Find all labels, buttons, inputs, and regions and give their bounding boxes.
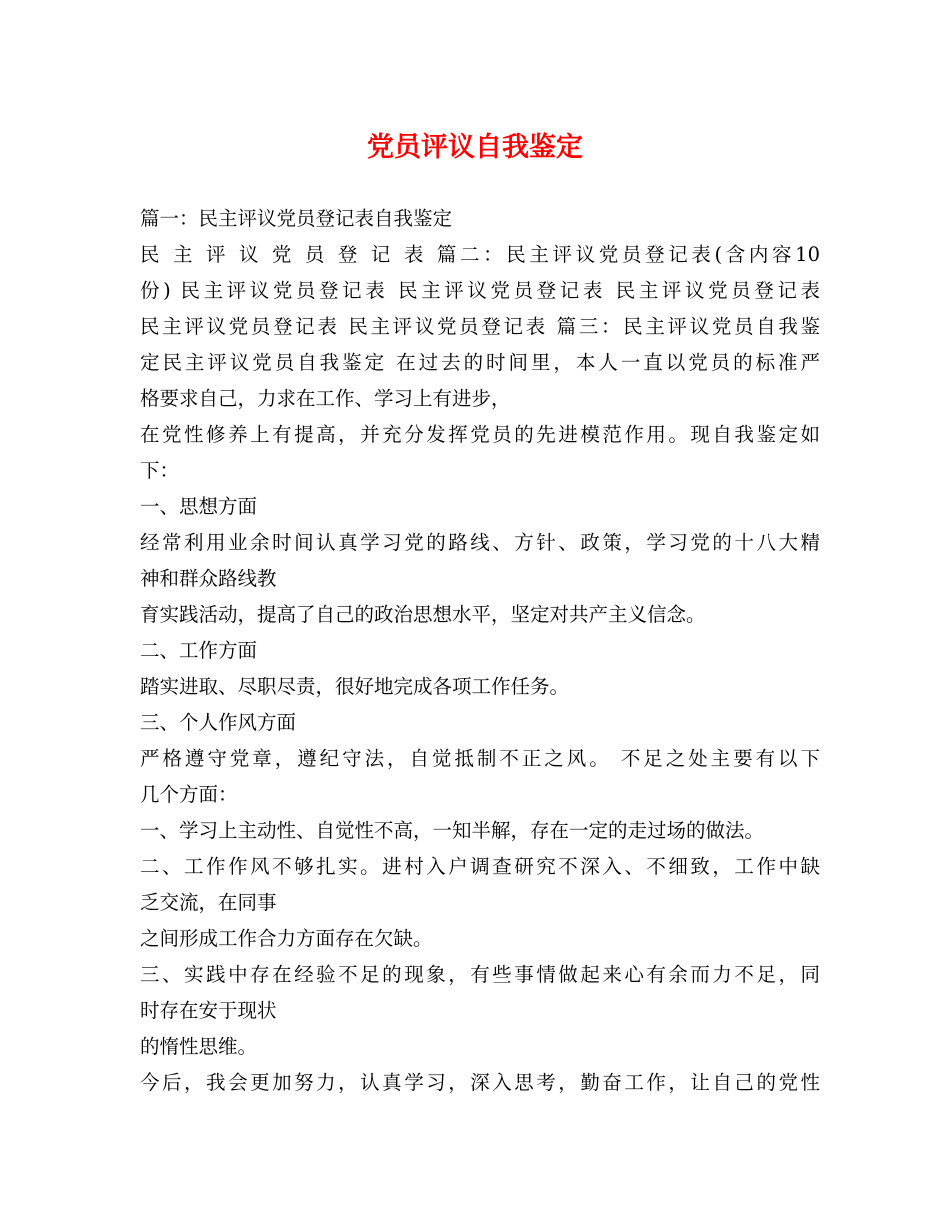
body-line-21: 之间形成工作合力方面存在欠缺。 (140, 927, 433, 950)
body-line-22: 三、实践中存在经验不足的现象，有些事情做起来心有余而力不足，同 (140, 963, 820, 986)
body-line-12: 育实践活动，提高了自己的政治思想水平，坚定对共产主义信念。 (140, 603, 706, 626)
body-line-20: 乏交流，在同事 (140, 891, 277, 914)
body-line-25: 今后，我会更加努力，认真学习，深入思考，勤奋工作，让自己的党性 (140, 1071, 820, 1094)
body-line-3: 份) 民主评议党员登记表 民主评议党员登记表 民主评议党员登记表 (140, 279, 820, 302)
body-line-4: 民主评议党员登记表 民主评议党员登记表 篇三：民主评议党员自我鉴 (140, 315, 820, 338)
body-line-23: 时存在安于现状 (140, 999, 277, 1022)
body-line-24: 的惰性思维。 (140, 1035, 258, 1058)
section-heading-style: 三、个人作风方面 (140, 711, 297, 734)
body-line-7: 在党性修养上有提高，并充分发挥党员的先进模范作用。现自我鉴定如 (140, 423, 820, 446)
body-line-10: 经常利用业余时间认真学习党的路线、方针、政策，学习党的十八大精 (140, 531, 820, 554)
body-line-18: 一、学习上主动性、自觉性不高，一知半解，存在一定的走过场的做法。 (140, 819, 765, 842)
body-line-11: 神和群众路线教 (140, 567, 277, 590)
body-line-14: 踏实进取、尽职尽责，很好地完成各项工作任务。 (140, 675, 570, 698)
body-line-2: 民 主 评 议 党 员 登 记 表 篇二：民主评议党员登记表(含内容10 (140, 243, 820, 266)
body-line-19: 二、工作作风不够扎实。进村入户调查研究不深入、不细致，工作中缺 (140, 855, 820, 878)
body-line-17: 几个方面： (140, 783, 238, 806)
body-line-1: 篇一：民主评议党员登记表自我鉴定 (140, 207, 453, 230)
body-line-8: 下： (140, 459, 180, 482)
body-line-16: 严格遵守党章，遵纪守法，自觉抵制不正之风。 不足之处主要有以下 (140, 747, 820, 770)
document-title: 党员评议自我鉴定 (367, 132, 583, 163)
body-line-5: 定民主评议党员自我鉴定 在过去的时间里，本人一直以党员的标准严 (140, 351, 820, 374)
section-heading-work: 二、工作方面 (140, 639, 258, 662)
section-heading-thought: 一、思想方面 (140, 495, 258, 518)
body-line-6: 格要求自己，力求在工作、学习上有进步， (140, 387, 511, 410)
